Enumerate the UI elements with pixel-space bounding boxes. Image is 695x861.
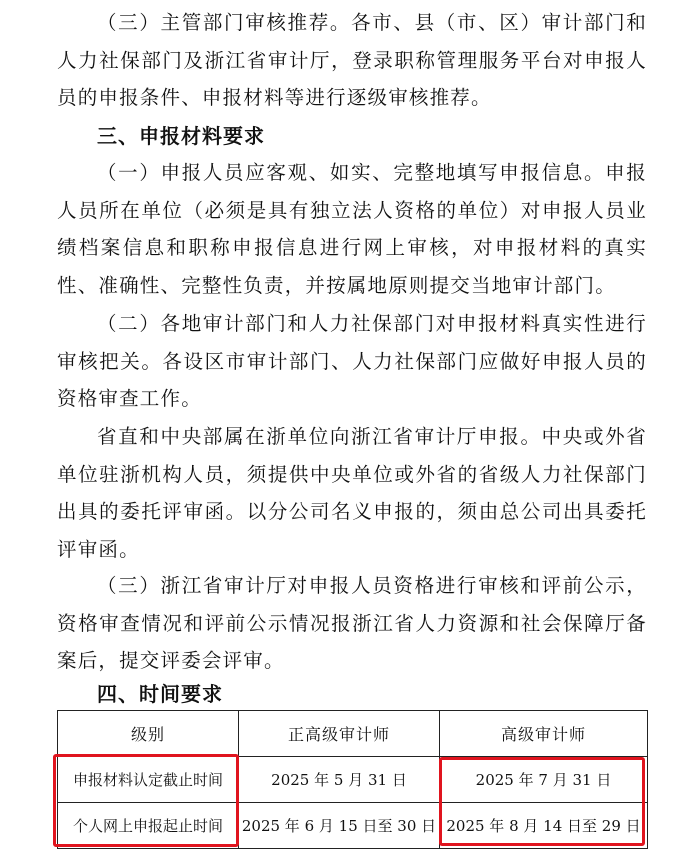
- cell-senior-online-period: 2025 年 6 月 15 日至 30 日: [239, 803, 440, 849]
- header-level: 级别: [58, 711, 239, 757]
- header-senior-auditor: 正高级审计师: [239, 711, 440, 757]
- table-header-row: [58, 711, 648, 757]
- header-advanced-auditor: 高级审计师: [440, 711, 648, 757]
- paragraph-fill-info: （一）申报人员应客观、如实、完整地填写申报信息。申报人员所在单位（必须是具有独立法人资格的单位）对申报人员业绩档案信息和职称申报信息进行网上审核，对申报材料的真实性、准确性、完整性负责，并按属地原则提交当地审计部门。: [57, 161, 647, 297]
- cell-senior-materials-deadline: 2025 年 5 月 31 日: [239, 757, 440, 803]
- paragraph-review-recommend: （三）主管部门审核推荐。各市、县（市、区）审计部门和人力社保部门及浙江省审计厅，登录职称管理服务平台对申报人员的申报条件、申报材料等进行逐级审核推荐。: [57, 11, 647, 109]
- row-label-materials-deadline: 申报材料认定截止时间: [58, 757, 239, 803]
- cell-advanced-online-period: 2025 年 8 月 14 日至 29 日: [440, 803, 648, 849]
- paragraph-provincial-units: 省直和中央部属在浙单位向浙江省审计厅申报。中央或外省单位驻浙机构人员，须提供中央单位或外省的省级人力社保部门出具的委托评审函。以分公司名义申报的，须由总公司出具委托评审函。: [57, 425, 647, 561]
- section-heading-time: 四、时间要求: [97, 682, 223, 706]
- highlight-box-advanced-dates: [439, 757, 645, 846]
- cell-advanced-materials-deadline: 2025 年 7 月 31 日: [440, 757, 648, 803]
- row-label-online-period: 个人网上申报起止时间: [58, 803, 239, 849]
- paragraph-audit-check: （二）各地审计部门和人力社保部门对申报材料真实性进行审核把关。各设区市审计部门、人力社保部门应做好申报人员的资格审查工作。: [57, 312, 647, 410]
- highlight-box-row-labels: [53, 754, 239, 847]
- paragraph-publicity: （三）浙江省审计厅对申报人员资格进行审核和评前公示，资格审查情况和评前公示情况报浙江省人力资源和社会保障厅备案后，提交评委会评审。: [57, 574, 647, 672]
- section-heading-materials: 三、申报材料要求: [97, 124, 265, 148]
